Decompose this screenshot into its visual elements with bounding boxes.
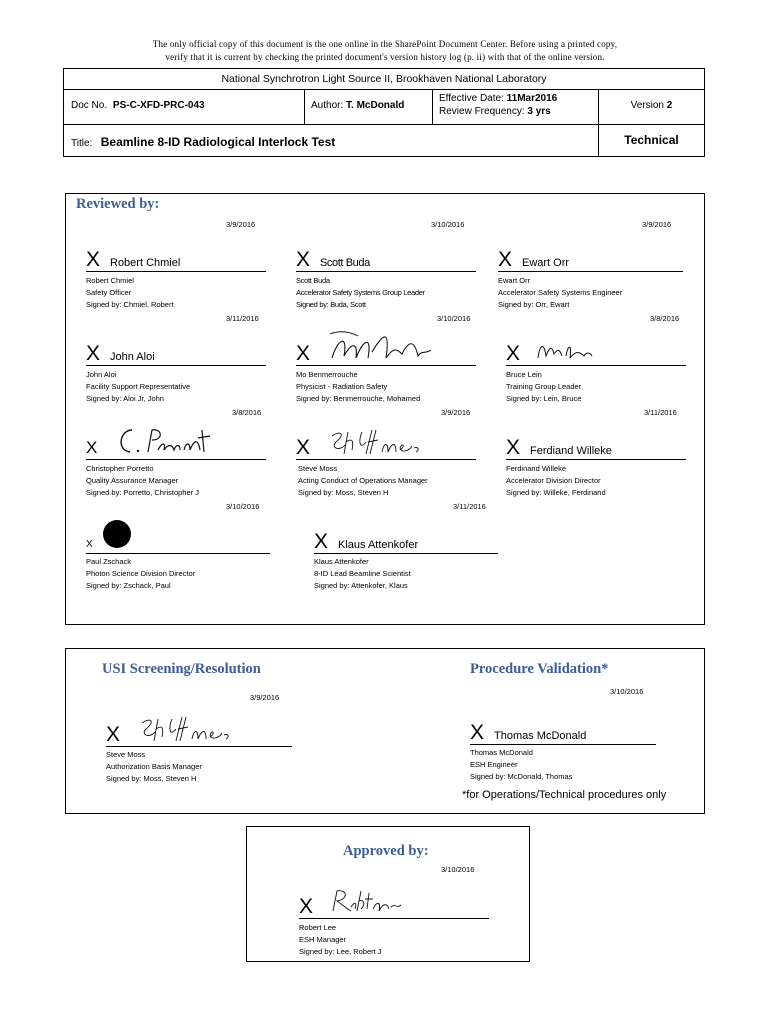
approved-by-panel <box>246 826 530 962</box>
dates-cell <box>433 89 599 124</box>
signature-line <box>86 242 266 272</box>
x-mark: X <box>296 248 311 271</box>
title-row <box>64 124 704 156</box>
type-cell <box>599 124 704 156</box>
handwritten-signature-benmerrouche <box>328 328 433 364</box>
signed-by: Signed by: Moss, Steven H <box>298 488 389 497</box>
doc-no-label: Doc No. <box>71 100 108 111</box>
document-header-table <box>63 68 705 157</box>
x-mark: X <box>299 895 314 918</box>
validation-heading: Procedure Validation* <box>470 661 609 677</box>
signature-line <box>299 879 489 919</box>
doc-no-cell <box>64 89 305 124</box>
typed-signature: John Aloi <box>110 351 155 363</box>
signed-by: Signed by: Aloi Jr, John <box>86 394 164 403</box>
signer-name: Scott Buda <box>296 276 330 285</box>
x-mark: X <box>506 342 521 365</box>
usi-validation-panel <box>65 648 705 814</box>
signed-by: Signed by: Zschack, Paul <box>86 581 171 590</box>
signer-name: Robert Chmiel <box>86 276 134 285</box>
signature-line <box>470 715 656 745</box>
signer-name: Steve Moss <box>106 750 146 759</box>
signature-line <box>498 242 683 272</box>
signer-info <box>86 556 195 592</box>
x-mark: X <box>296 342 311 365</box>
signature-date: 3/8/2016 <box>232 408 262 417</box>
signature-line <box>86 422 266 460</box>
review-frequency-label: Review Frequency: <box>439 106 525 117</box>
usi-heading: USI Screening/Resolution <box>102 661 261 677</box>
signed-by: Signed by: Willeke, Ferdinand <box>506 488 606 497</box>
signer-name: Klaus Attenkofer <box>314 557 369 566</box>
signer-role: ESH Manager <box>299 935 347 944</box>
signature-ink-blot <box>102 518 132 550</box>
author-name: T. McDonald <box>346 100 405 111</box>
handwritten-signature-lee <box>327 887 407 917</box>
typed-signature: Scott Buda <box>320 257 370 269</box>
signer-info <box>298 463 428 499</box>
signature-date: 3/11/2016 <box>644 408 677 417</box>
x-mark: X <box>506 436 521 459</box>
signer-role: Accelerator Division Director <box>506 476 601 485</box>
signature-line <box>86 516 270 554</box>
reviewed-by-heading: Reviewed by: <box>76 196 160 212</box>
reviewed-by-panel <box>65 193 705 625</box>
title-cell <box>64 124 599 156</box>
x-mark: X <box>86 438 98 457</box>
signer-info <box>106 749 202 785</box>
signer-role: ESH Engineer <box>470 760 518 769</box>
signer-role: Physicist - Radiation Safety <box>296 382 388 391</box>
signature-line <box>86 336 266 366</box>
signed-by: Signed by: McDonald, Thomas <box>470 772 573 781</box>
signer-name: Paul Zschack <box>86 557 132 566</box>
x-mark: X <box>106 723 121 746</box>
signature-date: 3/10/2016 <box>437 314 471 323</box>
signed-by: Signed by: Lee, Robert J <box>299 947 382 956</box>
signer-role: Acting Conduct of Operations Manager <box>298 476 428 485</box>
x-mark: X <box>498 248 513 271</box>
signature-line <box>506 332 686 366</box>
signed-by: Signed by: Moss, Steven H <box>106 774 197 783</box>
signature-date: 3/10/2016 <box>431 220 465 229</box>
signer-name: Mo Benmerrouche <box>296 370 358 379</box>
typed-signature: Ewart Orr <box>522 257 570 269</box>
organization-row: National Synchrotron Light Source II, Brookhaven National Laboratory <box>64 69 704 90</box>
validation-footnote: *for Operations/Technical procedures only <box>462 789 667 801</box>
x-mark: X <box>86 248 101 271</box>
approved-by-heading: Approved by: <box>343 843 429 859</box>
signer-role: Photon Science Division Director <box>86 569 196 578</box>
author-cell <box>305 89 433 124</box>
signer-info <box>506 369 581 405</box>
signed-by: Signed by: Buda, Scott <box>296 300 366 309</box>
signer-info <box>299 922 382 958</box>
signer-name: Robert Lee <box>299 923 337 932</box>
signature-line <box>314 524 498 554</box>
x-mark: X <box>86 342 101 365</box>
signer-info <box>296 369 420 405</box>
notice-line-1: The only official copy of this document is the one online in the SharePoint Document Center. Before using a printed copy, <box>152 39 618 49</box>
doc-number: PS-C-XFD-PRC-043 <box>112 100 205 111</box>
handwritten-signature-porretto <box>114 424 214 458</box>
signer-name: Ewart Orr <box>498 276 531 285</box>
signer-role: Facility Support Representative <box>86 382 191 391</box>
title-label: Title: <box>71 138 93 149</box>
signer-name: Ferdinand Willeke <box>506 464 567 473</box>
signer-info <box>498 275 622 311</box>
x-mark: X <box>86 539 93 550</box>
signature-date: 3/9/2016 <box>441 408 471 417</box>
signer-role: Accelerator Safety Systems Group Leader <box>296 288 425 297</box>
signature-date: 3/11/2016 <box>226 314 259 323</box>
signature-date: 3/8/2016 <box>650 314 680 323</box>
signature-line <box>106 709 292 747</box>
signed-by: Signed by: Chmiel, Robert <box>86 300 174 309</box>
notice-line-2: verify that it is current by checking the printed document's version history log (p. ii) with that of the online version. <box>165 52 605 62</box>
procedure-type: Technical <box>624 133 679 147</box>
signer-name: Thomas McDonald <box>470 748 533 757</box>
version-cell <box>599 89 704 124</box>
effective-date: 11Mar2016 <box>506 93 558 104</box>
signed-by: Signed by: Porretto, Christopher J <box>86 488 199 497</box>
signer-info <box>506 463 606 499</box>
signature-line <box>506 430 686 460</box>
x-mark: X <box>296 436 311 459</box>
signer-role: Quality Assurance Manager <box>86 476 179 485</box>
signer-role: Training Group Leader <box>506 382 582 391</box>
handwritten-signature-lein <box>534 338 594 364</box>
signer-info <box>314 556 411 592</box>
signature-date: 3/9/2016 <box>226 220 256 229</box>
typed-signature: Ferdiand Willeke <box>530 445 612 457</box>
signer-info <box>86 275 174 311</box>
typed-signature: Klaus Attenkofer <box>338 539 419 551</box>
signer-info <box>470 747 572 783</box>
signer-role: 8-ID Lead Beamline Scientist <box>314 569 411 578</box>
document-title: Beamline 8-ID Radiological Interlock Test <box>100 135 336 149</box>
handwritten-signature-moss <box>136 715 232 745</box>
signer-name: John Aloi <box>86 370 117 379</box>
signed-by: Signed by: Benmerrouche, Mohamed <box>296 394 421 403</box>
version-label: Version <box>630 100 664 111</box>
signature-line <box>296 324 476 366</box>
x-mark: X <box>314 530 329 553</box>
signer-info <box>86 463 199 499</box>
signer-role: Accelerator Safety Systems Engineer <box>498 288 623 297</box>
review-frequency: 3 yrs <box>527 106 551 117</box>
handwritten-signature-moss <box>326 428 422 458</box>
signer-role: Safety Officer <box>86 288 132 297</box>
signer-info <box>296 275 425 311</box>
signed-by: Signed by: Lein, Bruce <box>506 394 582 403</box>
signed-by: Signed by: Orr, Ewart <box>498 300 570 309</box>
signature-date: 3/10/2016 <box>610 687 644 696</box>
signature-line <box>296 242 476 272</box>
signed-by: Signed by: Attenkofer, Klaus <box>314 581 408 590</box>
author-label: Author: <box>311 100 344 111</box>
signature-date: 3/10/2016 <box>441 865 475 874</box>
typed-signature: Thomas McDonald <box>494 730 587 742</box>
signature-line <box>296 424 476 460</box>
signer-role: Authorization Basis Manager <box>106 762 202 771</box>
signature-date: 3/10/2016 <box>226 502 260 511</box>
signer-info <box>86 369 190 405</box>
x-mark: X <box>470 721 485 744</box>
doc-info-row <box>64 89 704 125</box>
typed-signature: Robert Chmiel <box>110 257 181 269</box>
signer-name: Bruce Lein <box>506 370 542 379</box>
signature-date: 3/9/2016 <box>250 693 280 702</box>
effective-date-label: Effective Date: <box>439 93 504 104</box>
document-notice <box>0 38 770 64</box>
version-number: 2 <box>666 100 673 111</box>
signature-date: 3/9/2016 <box>642 220 672 229</box>
signer-name: Christopher Porretto <box>86 464 154 473</box>
signature-date: 3/11/2016 <box>453 502 486 511</box>
signer-name: Steve Moss <box>298 464 338 473</box>
